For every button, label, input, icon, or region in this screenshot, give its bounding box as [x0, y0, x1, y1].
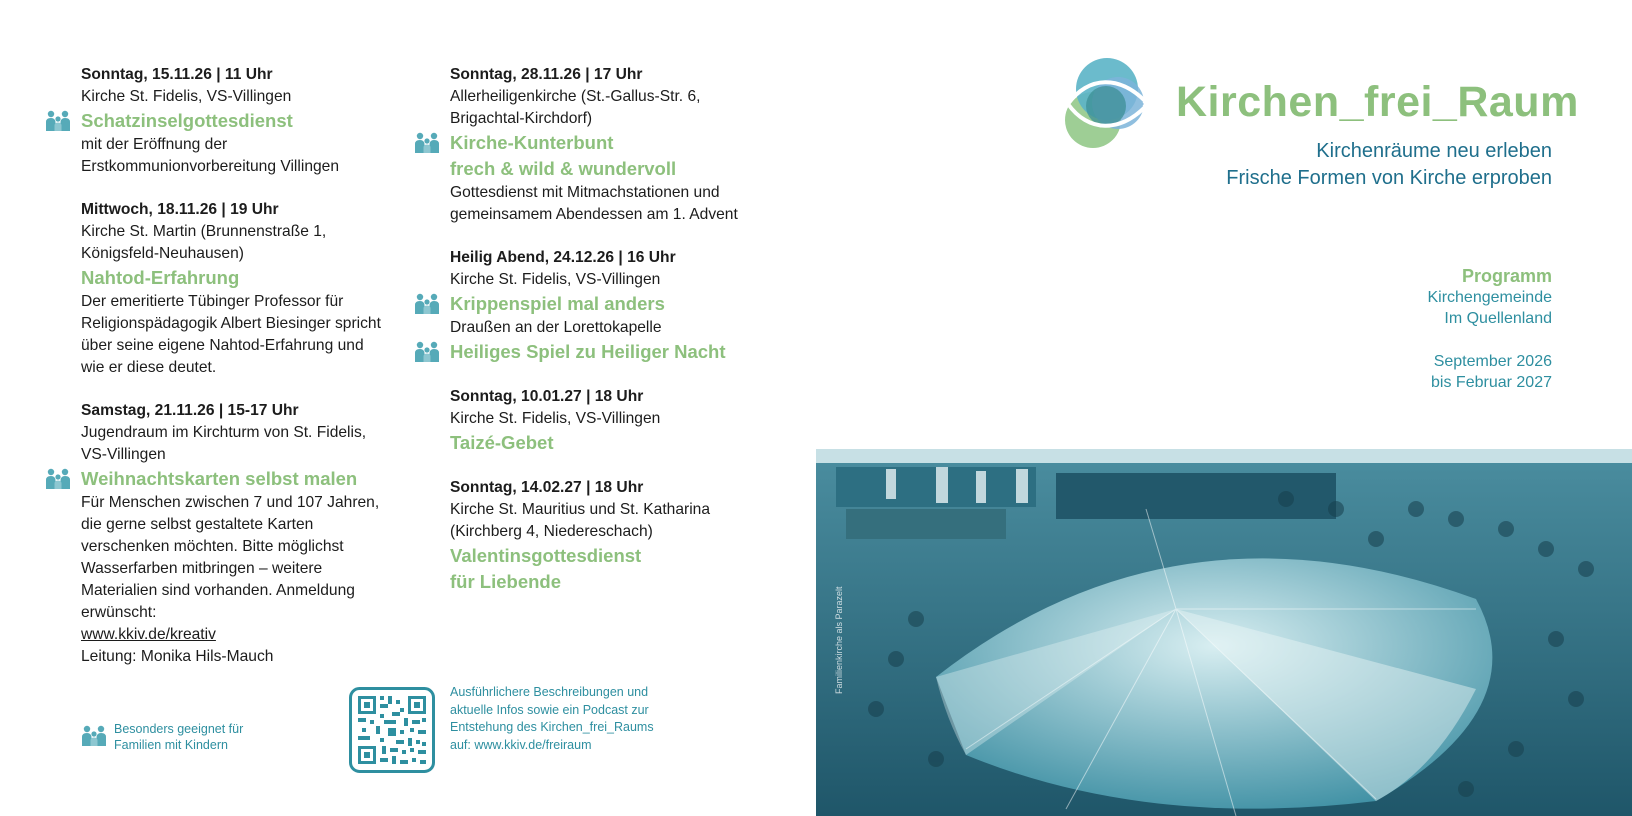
event-date: Sonntag, 14.02.27 | 18 Uhr — [450, 479, 644, 496]
event-item — [450, 386, 750, 456]
photo-credit — [832, 560, 844, 700]
program-column-left — [81, 64, 381, 689]
tagline-line-2: Frische Formen von Kirche erproben — [1226, 167, 1552, 189]
event-item — [450, 64, 750, 226]
event-location: Kirche St. Fidelis, VS-Villingen — [450, 410, 661, 427]
family-icon — [414, 292, 440, 316]
family-icon — [414, 131, 440, 155]
event-description: mit der Eröffnung der Erstkommunionvorbereitung Villingen — [81, 136, 340, 175]
event-location: Kirche St. Mauritius und St. Katharina (Kirchberg 4, Niedereschach) — [450, 501, 711, 540]
parish-line-2: Im Quellenland — [1444, 310, 1552, 327]
cover-photo — [816, 449, 1632, 816]
photo-credit-text: Familienkirche als Parazelt — [834, 586, 844, 694]
parish-line-1: Kirchengemeinde — [1427, 289, 1552, 306]
family-icon — [45, 109, 71, 133]
event-item — [81, 400, 381, 668]
event-title: Krippenspiel mal anders — [450, 293, 665, 314]
period-line-2: bis Februar 2027 — [1431, 374, 1552, 391]
event-leader: Leitung: Monika Hils-Mauch — [81, 648, 274, 665]
event-date: Mittwoch, 18.11.26 | 19 Uhr — [81, 201, 279, 218]
event-item — [81, 64, 381, 178]
event-subtitle: für Liebende — [450, 571, 562, 592]
event-subtitle: frech & wild & wundervoll — [450, 158, 677, 179]
event-title: Valentinsgottesdienst — [450, 545, 642, 566]
event-date: Sonntag, 28.11.26 | 17 Uhr — [450, 66, 643, 83]
kirchen-frei-raum-logo — [1058, 54, 1154, 150]
event-date: Sonntag, 15.11.26 | 11 Uhr — [81, 66, 273, 83]
period-line-1: September 2026 — [1433, 353, 1552, 370]
event-item — [81, 199, 381, 379]
event-location: Kirche St. Fidelis, VS-Villingen — [450, 271, 661, 288]
event-item — [450, 477, 750, 595]
program-column-middle — [450, 64, 750, 616]
event-location: Kirche St. Fidelis, VS-Villingen — [81, 88, 292, 105]
more-info-text: Ausführlichere Beschreibungen und aktuelle Infos sowie ein Podcast zur Entstehung des Kirchen_frei_Raums auf: www.kkiv.de/freiraum — [450, 685, 654, 752]
brand-title: Kirchen_frei_Raum — [1176, 78, 1579, 126]
event-date: Samstag, 21.11.26 | 15-17 Uhr — [81, 402, 299, 419]
tagline — [1226, 138, 1552, 192]
family-icon — [81, 724, 107, 748]
event-date: Sonntag, 10.01.27 | 18 Uhr — [450, 388, 644, 405]
qr-code-icon[interactable] — [349, 687, 435, 773]
family-icon — [45, 467, 71, 491]
event-description: Gottesdienst mit Mitmachstationen und gemeinsamem Abendessen am 1. Advent — [450, 184, 738, 223]
event-title: Schatzinselgottesdienst — [81, 110, 293, 131]
legend-text: Besonders geeignet für Familien mit Kindern — [114, 722, 244, 752]
family-legend — [81, 719, 311, 755]
event-description: Der emeritierte Tübinger Professor für Religionspädagogik Albert Biesinger spricht über seine eigene Nahtod-Erfahrung und wie er diese deutet. — [81, 293, 381, 376]
event-title: Taizé-Gebet — [450, 432, 554, 453]
program-period — [1431, 351, 1552, 393]
tagline-line-1: Kirchenräume neu erleben — [1316, 140, 1552, 162]
event-title-2: Heiliges Spiel zu Heiliger Nacht — [450, 341, 726, 362]
program-info — [1427, 266, 1552, 329]
event-location: Kirche St. Martin (Brunnenstraße 1, Königsfeld-Neuhausen) — [81, 223, 327, 262]
family-icon — [414, 340, 440, 364]
event-description: Draußen an der Lorettokapelle — [450, 319, 662, 336]
event-title: Kirche-Kunterbunt — [450, 132, 614, 153]
event-date: Heilig Abend, 24.12.26 | 16 Uhr — [450, 249, 676, 266]
event-item — [450, 247, 750, 365]
event-title: Weihnachtskarten selbst malen — [81, 468, 358, 489]
registration-link[interactable]: www.kkiv.de/kreativ — [81, 626, 216, 643]
program-label: Programm — [1461, 266, 1552, 286]
event-location: Allerheiligenkirche (St.-Gallus-Str. 6, Brigachtal-Kirchdorf) — [450, 88, 701, 127]
event-description: Für Menschen zwischen 7 und 107 Jahren, die gerne selbst gestaltete Karten verschenken möchten. Bitte möglichst Wasserfarben mitbringen – weitere Materialien sind vorhanden. Anmeldung erwünscht: — [81, 494, 380, 621]
event-title: Nahtod-Erfahrung — [81, 267, 240, 288]
event-location: Jugendraum im Kirchturm von St. Fidelis, VS-Villingen — [81, 424, 367, 463]
